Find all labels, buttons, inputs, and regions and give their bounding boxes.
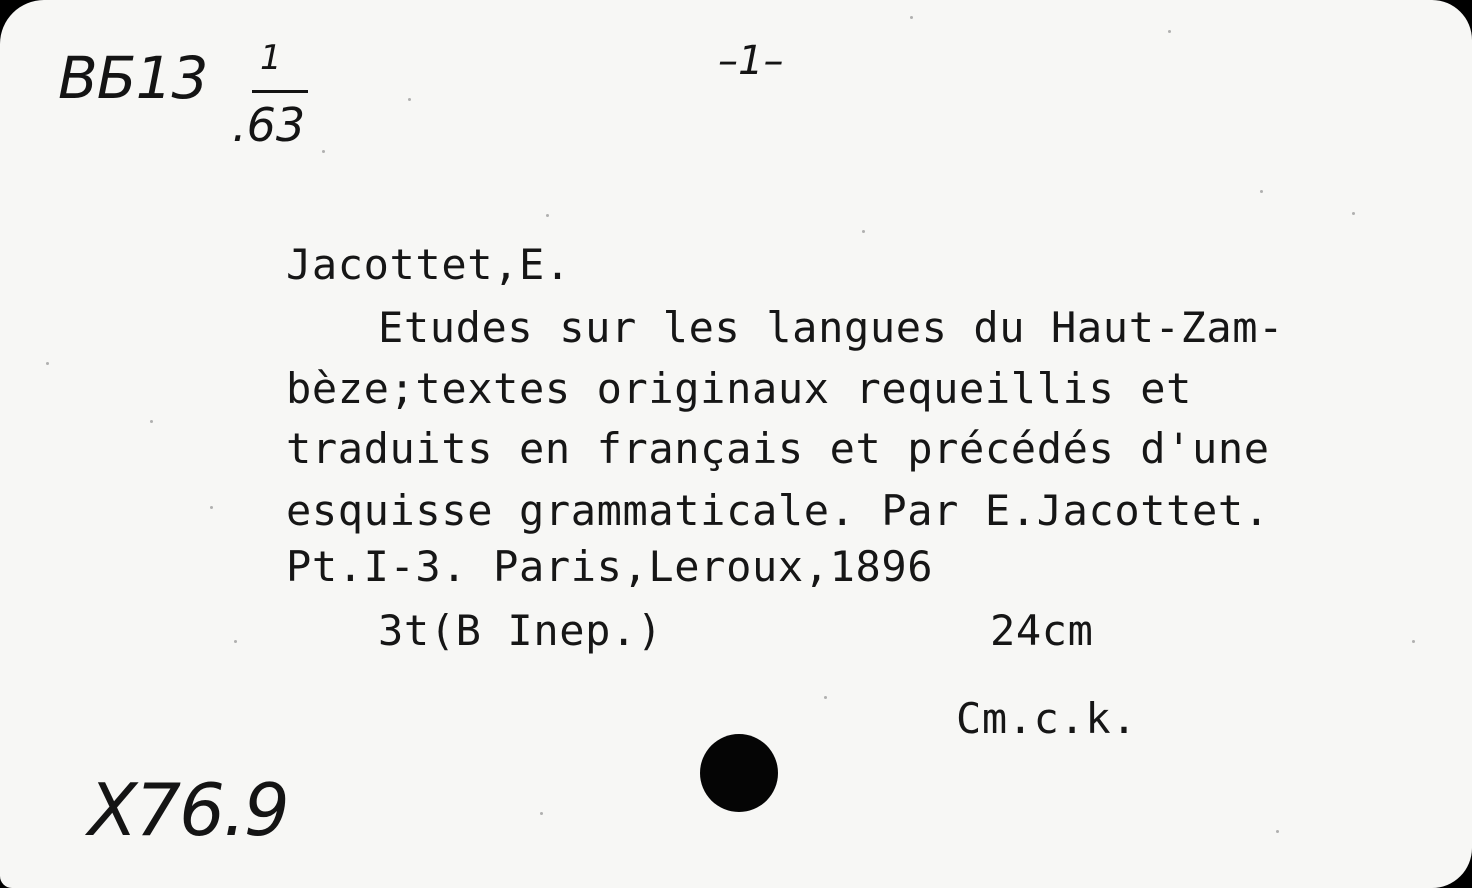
title-line: esquisse grammaticale. Par E.Jacottet. [286, 486, 1270, 535]
imprint-line: Pt.I-3. Paris,Leroux,1896 [286, 542, 934, 591]
speck [862, 230, 865, 233]
shelf-mark-numerator: 1 [260, 38, 282, 78]
speck [46, 362, 49, 365]
author: Jacottet,E. [286, 240, 571, 289]
speck [1260, 190, 1263, 193]
title-line: bèze;textes originaux requeillis et [286, 364, 1193, 413]
inventory-number: X76.9 [88, 768, 288, 852]
speck [1168, 30, 1171, 33]
book-size: 24cm [990, 606, 1094, 655]
speck [322, 150, 325, 153]
volumes: 3t(B Inep.) [378, 606, 663, 655]
punch-hole [700, 734, 778, 812]
location-code: Cm.c.k. [956, 694, 1138, 743]
speck [150, 420, 153, 423]
speck [910, 16, 913, 19]
page-mark: –1– [718, 38, 784, 84]
title-line: Etudes sur les langues du Haut-Zam- [378, 303, 1285, 352]
speck [540, 812, 543, 815]
speck [408, 98, 411, 101]
speck [546, 214, 549, 217]
shelf-mark-fraction-bar [252, 90, 308, 93]
speck [210, 506, 213, 509]
speck [824, 696, 827, 699]
speck [1412, 640, 1415, 643]
speck [234, 640, 237, 643]
title-line: traduits en français et précédés d'une [286, 424, 1270, 473]
shelf-mark: ВБ13 [58, 44, 208, 112]
speck [1276, 830, 1279, 833]
speck [1352, 212, 1355, 215]
shelf-mark-denominator: .63 [232, 98, 306, 152]
